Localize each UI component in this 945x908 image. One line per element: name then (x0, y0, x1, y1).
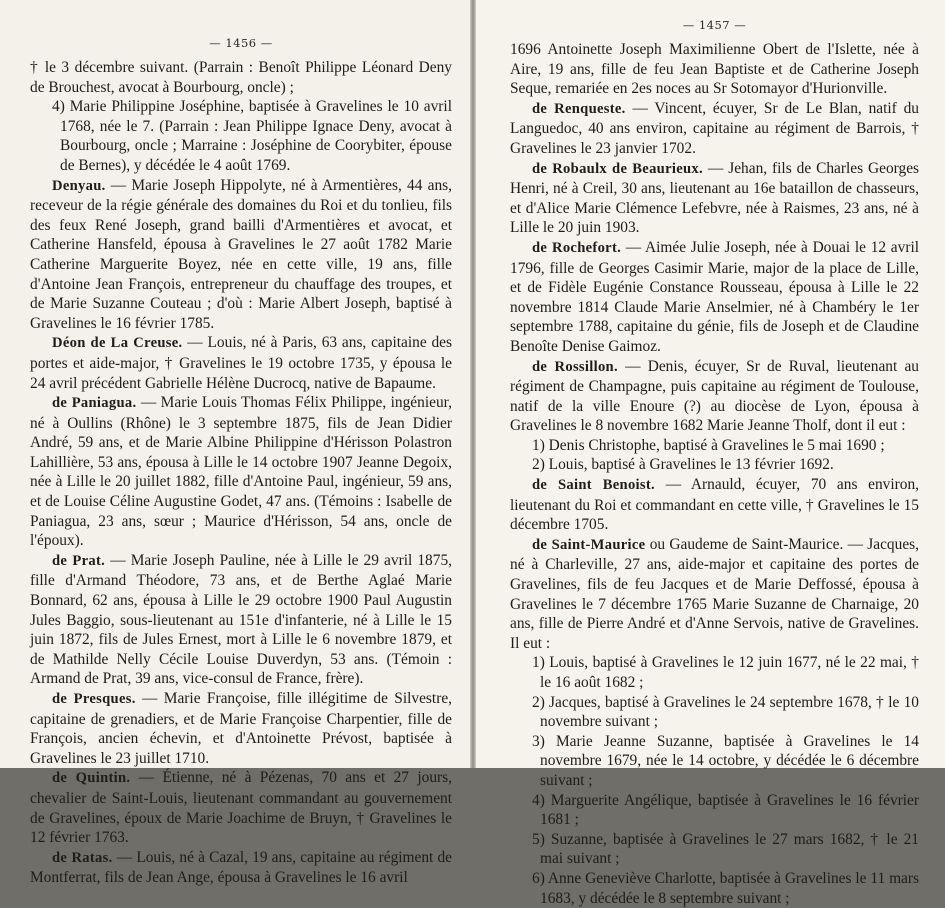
list-item: 1) Louis, baptisé à Gravelines le 12 juin 1677, né le 22 mai, † le 16 août 1682 ; (532, 654, 919, 691)
entry-name: de Rossillon. (532, 358, 618, 375)
entry-de-quintin: de Quintin. — Étienne, né à Pézenas, 70 ans et 27 jours, chevalier de Saint-Louis, lieutenant commandant au gouvernement de Gravelines, époux de Marie Joachime de Bruyn, † Gravelines le 12 février 1763. (30, 769, 452, 847)
entry-de-prat: de Prat. — Marie Joseph Pauline, née à Lille le 29 avril 1875, fille d'Armand Théodore, 73 ans, et de Berthe Aglaé Marie Bonnard, 62 ans, épousa à Lille le 29 octobre 1900 Paul Augustin Jules Baggio, sous-lieutenant au 151e d'infanterie, né à Lille le 15 juin 1872, fils de Jules Ernest, mort à Lille le 6 novembre 1879, et de Mathilde Nelly Cécile Louise Duverdyn, 53 ans. (Témoin : Armand de Prat, 39 ans, vice-consul de France, frère). (30, 551, 452, 688)
entry-de-saint-maurice: de Saint-Maurice ou Gaudeme de Saint-Maurice. — Jacques, né à Charleville, 27 ans, aide-major et capitaine des portes de Gravelines, fils de feu Jacques et de Marie Deffossé, épousa à Gravelines le 7 décembre 1765 Marie Suzanne de Charnaige, 20 ans, fille de Pierre André et d'Anne Servois, native de Gravelines. Il eut : (510, 535, 919, 652)
entry-de-rochefort: de Rochefort. — Aimée Julie Joseph, née à Douai le 12 avril 1796, fille de Georges Casimir Marie, major de la place de Lille, et de Fidèle Eugénie Constance Rousseau, épousa à Lille le 22 novembre 1814 Claude Marie Anselmier, né à Chambéry le 1er septembre 1788, capitaine du génie, fils de Joseph et de Claudine Benoîte Denise Gaimoz. (510, 238, 919, 355)
entry-name: Denyau. (52, 177, 106, 194)
paragraph: 4) Marie Philippine Joséphine, baptisée à Gravelines le 10 avril 1768, née le 7. (Parrain : Jean Philippe Ignace Deny, avocat à Bourbourg, oncle ; Marraine : Joséphine de Coorybiter, épouse de Bernes), y décédée le 4 août 1769. (52, 98, 452, 174)
list-item: 5) Suzanne, baptisée à Gravelines le 27 mars 1682, † le 21 mai suivant ; (532, 830, 919, 868)
entry-de-rossillon: de Rossillon. — Denis, écuyer, Sr de Ruval, lieutenant au régiment de Champagne, puis capitaine au régiment de Toulouse, natif de la ville Enoure (?) au diocèse de Lyon, épousa à Gravelines le 8 novembre 1682 Marie Jeanne Tholf, dont il eut : (510, 357, 919, 435)
entry-denyau: Denyau. — Marie Joseph Hippolyte, né à Armentières, 44 ans, receveur de la régie générale des domaines du Roi et du tonlieu, fils des feux René Joseph, grand bailli d'Armentières et avocat, et Catherine Hansfeld, épousa à Gravelines le 27 août 1782 Marie Catherine Marguerite Boyez, née en cette ville, 19 ans, fille d'Antoine Jean François, entrepreneur du chauffage des troupes, et de Marie Suzanne Couteau ; d'où : Marie Albert Joseph, baptisé à Gravelines le 16 février 1785. (30, 176, 452, 332)
list-item: 6) Anne Geneviève Charlotte, baptisée à Gravelines le 11 mars 1683, y décédée le 8 septembre suivant ; (532, 869, 919, 907)
entry-de-presques: de Presques. — Marie Françoise, fille illégitime de Silvestre, capitaine de grenadiers, et de Marie Françoise Charpentier, fille de François, ancien échevin, et d'Antoinette Prévost, baptisée à Gravelines le 23 juillet 1710. (30, 690, 452, 767)
right-page-number: — 1457 — (682, 18, 747, 32)
left-page-number: — 1456 — (209, 36, 273, 50)
entry-name: de Robaulx de Beaurieux. (532, 160, 703, 177)
entry-de-saint-benoist: de Saint Benoist. — Arnauld, écuyer, 70 ans environ, lieutenant du Roi et commandant en cette ville, † Gravelines le 15 décembre 1705. (510, 476, 919, 534)
right-page (476, 0, 945, 907)
right-page-text (510, 40, 919, 908)
entry-name: de Rochefort. (532, 239, 622, 256)
entry-name: de Saint Benoist. (532, 477, 655, 494)
entry-name: de Presques. (52, 691, 136, 707)
paragraph: † le 3 décembre suivant. (Parrain : Benoît Philippe Léonard Deny de Brouchest, avocat à Bourbourg, oncle) ; (30, 59, 452, 96)
paragraph: 1696 Antoinette Joseph Maximilienne Obert de l'Islette, née à Aire, 19 ans, fille de feu Jean Baptiste et de Catherine Joseph Seque, remariée en 2es noces au Sr Sotomayor d'Hurionville. (510, 41, 919, 98)
left-page-text (30, 58, 452, 888)
left-page (0, 0, 470, 887)
list-item: 4) Marguerite Angélique, baptisée à Gravelines le 16 février 1681 ; (532, 791, 919, 829)
entry-de-paniagua: de Paniagua. — Marie Louis Thomas Félix Philippe, ingénieur, né à Oullins (Rhône) le 3 septembre 1875, fils de Jean Didier André, 59 ans, et de Marie Albine Philippine d'Hérisson Polastron Lahillière, 53 ans, épousa à Lille le 14 octobre 1907 Jeanne Degoix, née à Lille le 20 juillet 1882, fille d'Antoine Paul, ingénieur, 59 ans, et de Louise Céline Augustine Godet, 47 ans. (Témoins : Isabelle de Paniagua, 23 ans, sœur ; Maurice d'Hérisson, 54 ans, oncle de l'époux). (30, 394, 452, 550)
entry-name: de Prat. (52, 552, 106, 569)
entry-name: de Paniagua. (52, 395, 137, 412)
entry-deon-de-la-creuse: Déon de La Creuse. — Louis, né à Paris, 63 ans, capitaine des portes et aide-major, † Gravelines le 19 octobre 1735, y épousa le 24 avril précédent Gabrielle Hélène Ducrocq, native de Bapaume. (30, 334, 452, 392)
entry-de-robaulx-de-beaurieux: de Robaulx de Beaurieux. — Jehan, fils de Charles Georges Henri, né à Creil, 30 ans, lieutenant au 16e bataillon de chasseurs, et d'Alice Marie Clémence Lefebvre, née à Raismes, 23 ans, né à Lille le 20 juin 1903. (510, 159, 920, 237)
entry-name: Déon de La Creuse. (52, 335, 183, 352)
entry-name: de Renqueste. (532, 100, 626, 117)
list-item: 3) Marie Jeanne Suzanne, baptisée à Gravelines le 14 novembre 1679, née le 14 octobre, y décédée le 6 décembre suivant ; (532, 732, 919, 789)
entry-de-ratas: de Ratas. — Louis, né à Cazal, 19 ans, capitaine au régiment de Montferrat, fils de Jean Ange, épousa à Gravelines le 16 avril (30, 848, 452, 887)
entry-de-renqueste: de Renqueste. — Vincent, écuyer, Sr de Le Blan, natif du Languedoc, 40 ans environ, capitaine au régiment de Barrois, † Gravelines le 23 janvier 1702. (510, 99, 920, 157)
list-item: 1) Denis Christophe, baptisé à Gravelines le 5 mai 1690 ; (532, 436, 885, 454)
list-item: 2) Louis, baptisé à Gravelines le 13 février 1692. (532, 456, 834, 474)
entry-name: de Quintin. (52, 770, 131, 787)
entry-name: de Saint-Maurice (532, 536, 646, 553)
list-item: 2) Jacques, baptisé à Gravelines le 24 septembre 1678, † le 10 novembre suivant ; (532, 693, 919, 731)
entry-name: de Ratas. (52, 849, 113, 866)
